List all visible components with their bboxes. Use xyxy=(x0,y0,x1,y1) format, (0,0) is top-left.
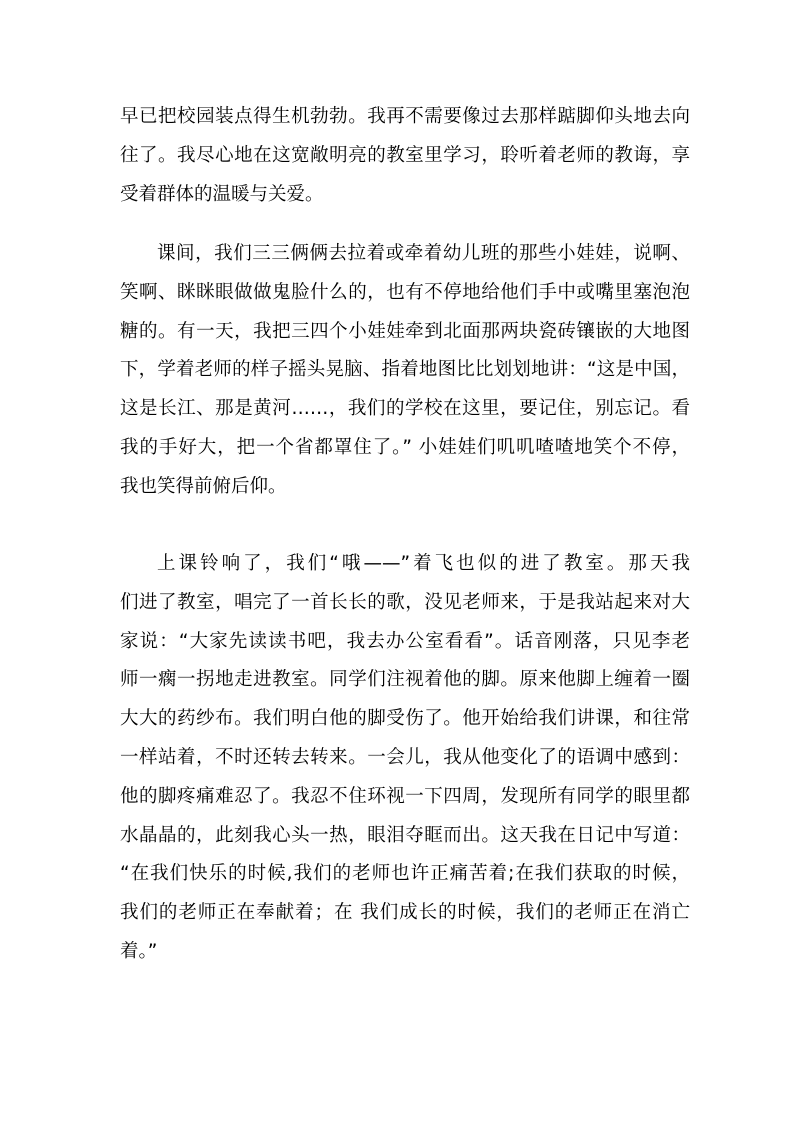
text-line: 糖的。有一天，我把三四个小娃娃牵到北面那两块瓷砖镶嵌的大地图 xyxy=(120,320,690,342)
text-line: 一样站着，不时还转去转来。一会儿，我从他变化了的语调中感到： xyxy=(120,746,690,768)
text-line: 我们的老师正在奉献着；在 我们成长的时候，我们的老师正在消亡 xyxy=(120,902,690,924)
text-line: 我的手好大，把一个省都罩住了。” 小娃娃们叽叽喳喳地笑个不停， xyxy=(120,436,690,458)
text-line: 着。” xyxy=(120,940,158,962)
text-line: 们进了教室，唱完了一首长长的歌，没见老师来，于是我站起来对大 xyxy=(120,591,690,613)
text-line: 往了。我尽心地在这宽敞明亮的教室里学习，聆听着老师的教诲，享 xyxy=(120,144,690,166)
text-line: 下，学着老师的样子摇头晃脑、指着地图比比划划地讲：“这是中国， xyxy=(120,359,690,381)
paragraph-1 xyxy=(120,98,690,214)
text-line: 他的脚疼痛难忍了。我忍不住环视一下四周，发现所有同学的眼里都 xyxy=(120,785,690,807)
text-line: 早已把校园装点得生机勃勃。我再不需要像过去那样踮脚仰头地去向 xyxy=(120,106,690,127)
text-line: 水晶晶的，此刻我心头一热，眼泪夺眶而出。这天我在日记中写道： xyxy=(120,824,690,846)
text-line: 这是长江、那是黄河……，我们的学校在这里，要记住，别忘记。看 xyxy=(120,398,690,420)
text-line: 受着群体的温暖与关爱。 xyxy=(120,183,324,205)
text-line: 笑啊、眯眯眼做做鬼脸什么的，也有不停地给他们手中或嘴里塞泡泡 xyxy=(120,281,690,303)
text-line: “在我们快乐的时候,我们的老师也许正痛苦着;在我们获取的时候， xyxy=(120,863,690,885)
text-line: 我也笑得前俯后仰。 xyxy=(120,475,287,497)
text-line: 师一瘸一拐地走进教室。同学们注视着他的脚。原来他脚上缠着一圈 xyxy=(120,669,690,691)
text-line: 大大的药纱布。我们明白他的脚受伤了。他开始给我们讲课，和往常 xyxy=(120,708,690,730)
text-line: 家说：“大家先读读书吧，我去办公室看看”。话音刚落，只见李老 xyxy=(120,630,690,652)
text-line: 上课铃响了，我们“哦——”着飞也似的进了教室。那天我 xyxy=(157,553,690,574)
text-line: 课间，我们三三俩俩去拉着或牵着幼儿班的那些小娃娃，说啊、 xyxy=(157,243,690,264)
paragraph-3 xyxy=(120,545,690,972)
paragraph-2 xyxy=(120,235,690,507)
